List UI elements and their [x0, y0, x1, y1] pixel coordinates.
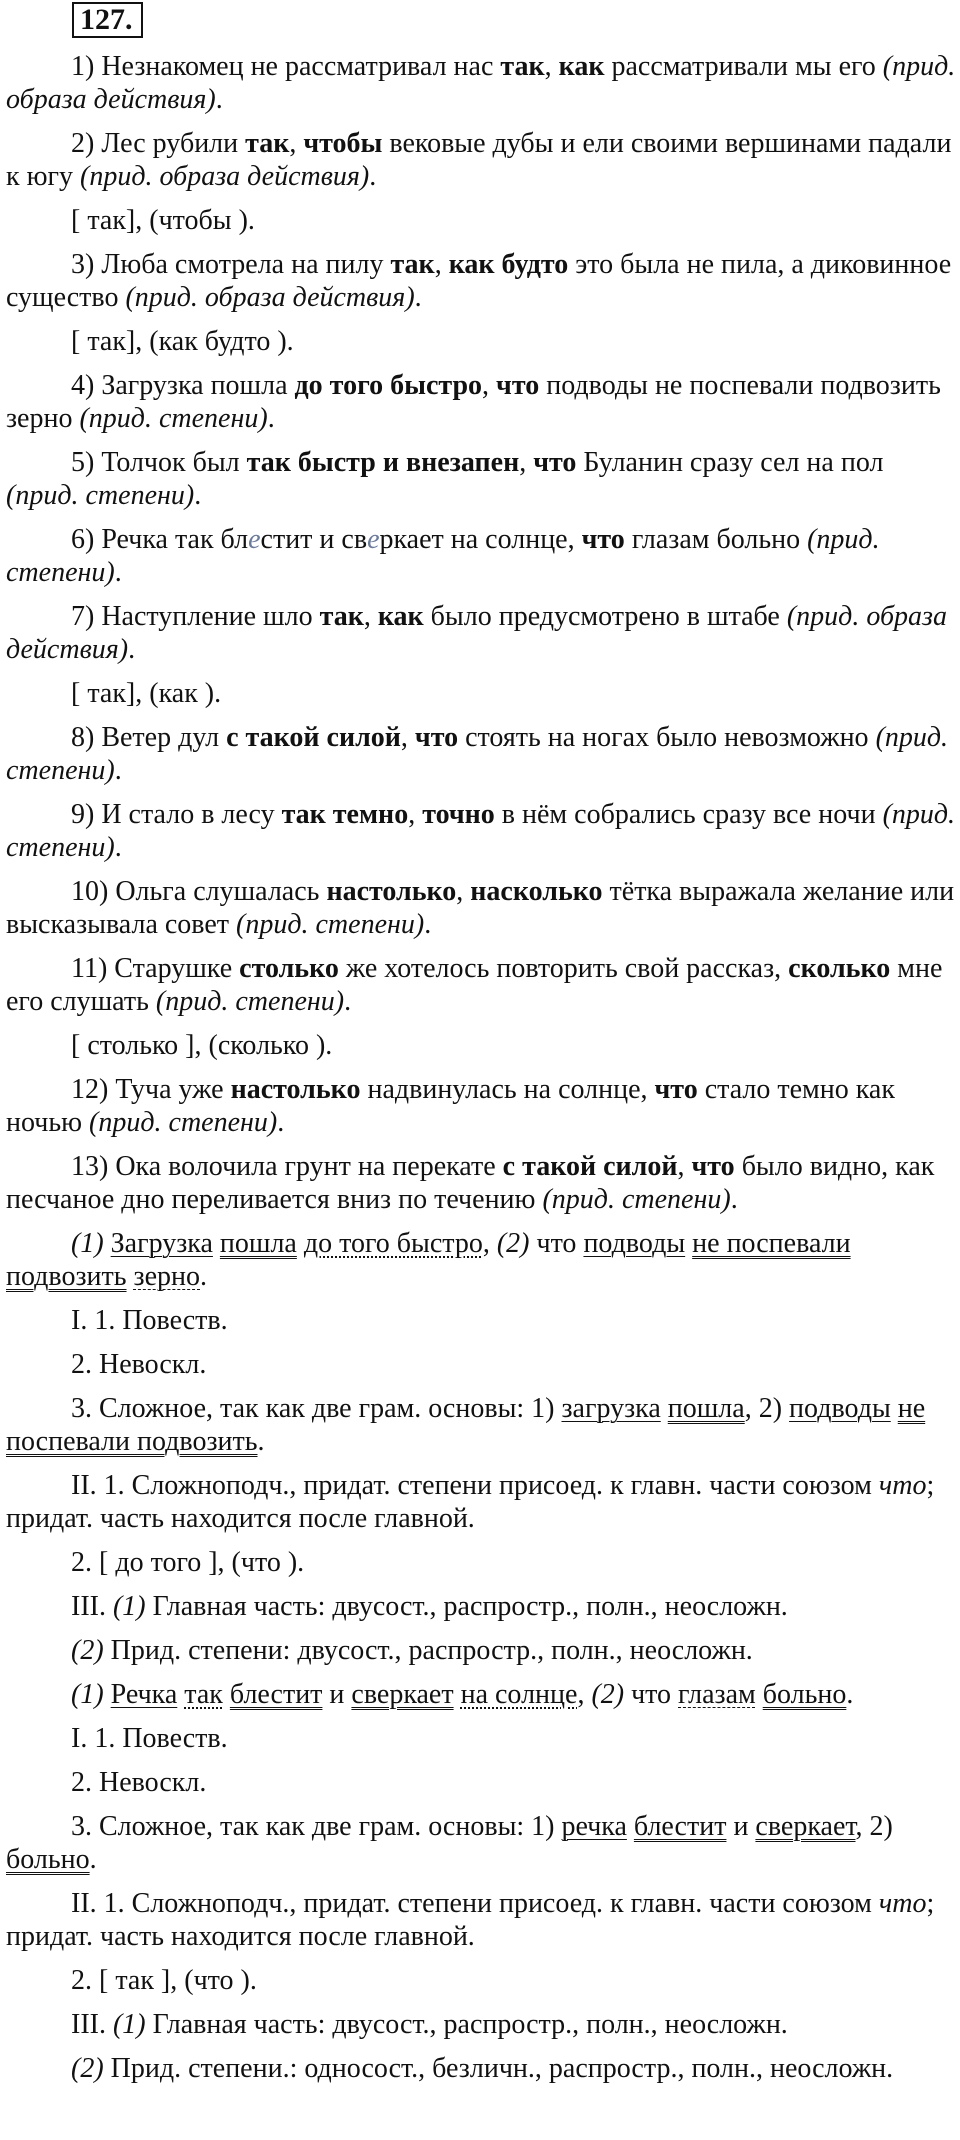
item-number: 13) [71, 1151, 109, 1182]
text: же хотелось повторить свой рассказ, [338, 953, 789, 984]
text: Главная часть: двусост., распростр., полн., неосложн. [145, 1591, 788, 1622]
item-number: 9) [71, 799, 95, 830]
text: . [194, 480, 202, 511]
clause-marker: (2) [71, 1635, 104, 1666]
text: . [114, 557, 122, 588]
text: стало темно как ночью [6, 1074, 895, 1138]
analysis-line: I. 1. Повеств. [71, 1305, 228, 1336]
text: ; придат. часть находится после главной. [6, 1470, 935, 1534]
text: Ветер дул [101, 722, 227, 753]
correlative-word: так темно [281, 799, 409, 830]
text: . [114, 832, 122, 863]
conjunction: как [377, 601, 424, 632]
text: II. 1. Сложноподч., придат. степени присоед. к главн. части союзом [71, 1888, 879, 1919]
text: глазам больно [624, 524, 808, 555]
text: Загрузка пошла [101, 370, 295, 401]
sentence-8 [6, 721, 956, 787]
text: , [577, 1679, 592, 1710]
text: Наступление шло [101, 601, 320, 632]
text: , [363, 601, 378, 632]
clause-marker: (2) [591, 1679, 625, 1710]
text: что [529, 1228, 584, 1259]
text: III. [71, 2009, 113, 2040]
item-number: 11) [71, 953, 108, 984]
clause-type-note: (прид. образа действия) [125, 282, 415, 313]
object: глазам [678, 1679, 756, 1710]
text: надвинулась на солнце, [360, 1074, 655, 1105]
text: Прид. степени: двусост., распростр., полн., неосложн. [103, 1635, 753, 1666]
sentence-6 [6, 523, 956, 589]
text: , [482, 370, 497, 401]
analysis-line [6, 1590, 956, 1623]
scheme-3: [ так], (как будто ). [71, 326, 294, 357]
correlative-word: так [245, 128, 290, 159]
correlative-word: с такой силой [226, 722, 401, 753]
text: Ока волочила грунт на перекате [115, 1151, 503, 1182]
predicate: подвозить [6, 1261, 127, 1292]
text: . [424, 909, 432, 940]
clause-type-note: (прид. степени) [6, 524, 880, 588]
text: Прид. степени.: односост., безличн., распростр., полн., неосложн. [103, 2053, 894, 2084]
sentence-9 [6, 798, 956, 864]
sentence-13 [6, 1150, 956, 1216]
object: зерно [133, 1261, 200, 1292]
text: 3. Сложное, так как две грам. основы: 1) [71, 1811, 562, 1842]
item-number: 1) [71, 51, 95, 82]
sentence-4 [6, 369, 956, 435]
correlative-word: так [500, 51, 545, 82]
text: , [456, 876, 471, 907]
text: рассматривали мы его [604, 51, 883, 82]
text: . [414, 282, 422, 313]
predicate: больно [762, 1679, 847, 1710]
text: и [726, 1811, 756, 1842]
analysis-line: 2. Невоскл. [71, 1767, 207, 1798]
sentence-11 [6, 952, 956, 1018]
subject: Загрузка [110, 1228, 213, 1259]
text: И стало в лесу [101, 799, 282, 830]
text: . [369, 161, 377, 192]
text: . [200, 1261, 207, 1292]
parsed-sentence-6 [6, 1678, 956, 1711]
stressed-letter: е [248, 524, 261, 555]
analysis-line: I. 1. Повеств. [71, 1723, 228, 1754]
clause-marker: (1) [71, 1228, 104, 1259]
text: . [277, 1107, 285, 1138]
sentence-12 [6, 1073, 956, 1139]
text: . [257, 1426, 265, 1457]
item-number: 4) [71, 370, 95, 401]
conjunction: что [496, 370, 540, 401]
text: , [434, 249, 449, 280]
stressed-letter: е [367, 524, 380, 555]
text: . [89, 1844, 97, 1875]
analysis-line [6, 1634, 956, 1667]
text: Толчок был [101, 447, 247, 478]
text: , [519, 447, 534, 478]
clause-type-note: (прид. образа действия) [6, 601, 947, 665]
conjunction: что [654, 1074, 698, 1105]
text: тётка выражала желание или высказывала совет [6, 876, 955, 940]
text: в нём собрались сразу все ночи [494, 799, 883, 830]
clause-type-note: (прид. образа действия) [6, 51, 956, 115]
conjunction: что [878, 1470, 927, 1501]
conjunction: как будто [448, 249, 569, 280]
conjunction: точно [422, 799, 495, 830]
analysis-line [6, 1810, 956, 1876]
text: ркает на солнце, [379, 524, 582, 555]
analysis-line [6, 1392, 956, 1458]
text: , [677, 1151, 692, 1182]
item-number: 10) [71, 876, 109, 907]
item-number: 2) [71, 128, 95, 159]
text: что [624, 1679, 679, 1710]
conjunction: как [558, 51, 605, 82]
clause-marker: (2) [496, 1228, 530, 1259]
text: . [730, 1184, 738, 1215]
predicate: пошла [219, 1228, 297, 1259]
subject: подводы [583, 1228, 686, 1259]
correlative-word: столько [239, 953, 339, 984]
text: мне его слушать [6, 953, 943, 1017]
text: , [482, 1228, 497, 1259]
predicate: не поспевали подвозить [6, 1393, 926, 1457]
clause-marker: (1) [71, 1679, 104, 1710]
clause-type-note: (прид. степени) [542, 1184, 731, 1215]
subject: подводы [789, 1393, 891, 1424]
predicate: блестит [229, 1679, 323, 1710]
clause-type-note: (прид. степени) [79, 403, 268, 434]
correlative-word: так [390, 249, 435, 280]
clause-type-note: (прид. степени) [6, 722, 949, 786]
sentence-7 [6, 600, 956, 666]
text: и [322, 1679, 352, 1710]
predicate: сверкает [755, 1811, 856, 1842]
sentence-3 [6, 248, 956, 314]
conjunction: что [691, 1151, 735, 1182]
clause-type-note: (прид. степени) [155, 986, 345, 1017]
subject: Речка [110, 1679, 178, 1710]
correlative-word: с такой силой [502, 1151, 678, 1182]
analysis-line [6, 2052, 956, 2085]
text: , [408, 799, 423, 830]
text: . [267, 403, 275, 434]
scheme-2: [ так], (чтобы ). [71, 205, 255, 236]
text: . [215, 84, 223, 115]
text: Лес рубили [101, 128, 246, 159]
text: ; придат. часть находится после главной. [6, 1888, 935, 1952]
text: было предусмотрено в штабе [423, 601, 787, 632]
adverbial: так [184, 1679, 223, 1710]
subject: загрузка [561, 1393, 661, 1424]
adverbial: на солнце [460, 1679, 578, 1710]
predicate: не поспевали [692, 1228, 851, 1259]
conjunction: что [878, 1888, 927, 1919]
text: это была не пила, а диковинное существо [6, 249, 952, 313]
item-number: 12) [71, 1074, 109, 1105]
clause-type-note: (прид. образа действия) [80, 161, 370, 192]
text: Люба смотрела на пилу [101, 249, 391, 280]
correlative-word: так быстр и внезапен [246, 447, 520, 478]
item-number: 3) [71, 249, 95, 280]
predicate: больно [6, 1844, 90, 1875]
item-number: 6) [71, 524, 95, 555]
correlative-word: так [319, 601, 364, 632]
item-number: 7) [71, 601, 95, 632]
item-number: 8) [71, 722, 95, 753]
analysis-line: 2. Невоскл. [71, 1349, 207, 1380]
text: . [114, 755, 122, 786]
scheme-11: [ столько ], (сколько ). [71, 1030, 333, 1061]
text: Ольга слушалась [115, 876, 327, 907]
sentence-2 [6, 127, 956, 193]
text: . [344, 986, 352, 1017]
text: II. 1. Сложноподч., придат. степени присоед. к главн. части союзом [71, 1470, 879, 1501]
analysis-line: 2. [ так ], (что ). [71, 1965, 257, 1996]
predicate: сверкает [351, 1679, 454, 1710]
predicate: пошла [667, 1393, 745, 1424]
sentence-10 [6, 875, 956, 941]
item-number: 5) [71, 447, 95, 478]
exercise-number: 127. [72, 2, 143, 38]
text: стит и св [260, 524, 368, 555]
clause-type-note: (прид. степени) [6, 480, 195, 511]
text: III. [71, 1591, 113, 1622]
text: Главная часть: двусост., распростр., полн., неосложн. [145, 2009, 788, 2040]
sentence-5 [6, 446, 956, 512]
analysis-line [6, 1887, 956, 1953]
clause-marker: (2) [71, 2053, 104, 2084]
clause-type-note: (прид. степени) [236, 909, 425, 940]
scheme-7: [ так], (как ). [71, 678, 222, 709]
analysis-line [6, 1469, 956, 1535]
analysis-line [6, 2008, 956, 2041]
text: 3. Сложное, так как две грам. основы: 1) [71, 1393, 562, 1424]
text: Буланин сразу сел на пол [576, 447, 884, 478]
text: , 2) [855, 1811, 893, 1842]
clause-marker: (1) [112, 1591, 146, 1622]
text: подводы не поспевали подвозить зерно [6, 370, 941, 434]
conjunction: что [533, 447, 577, 478]
text: , 2) [744, 1393, 790, 1424]
adverbial: до того быстро [303, 1228, 483, 1259]
text: стоять на ногах было невозможно [458, 722, 876, 753]
subject: речка [561, 1811, 627, 1842]
sentence-1 [6, 50, 956, 116]
text: . [128, 634, 136, 665]
clause-type-note: (прид. степени) [6, 799, 956, 863]
text: , [289, 128, 304, 159]
text: , [400, 722, 415, 753]
conjunction: насколько [470, 876, 603, 907]
text: было видно, как песчаное дно переливается вниз по течению [6, 1151, 935, 1215]
text: вековые дубы и ели своими вершинами падали к югу [6, 128, 952, 192]
exercise-body [6, 50, 956, 2096]
text: , [544, 51, 559, 82]
analysis-line: 2. [ до того ], (что ). [71, 1547, 305, 1578]
text: Незнакомец не рассматривал нас [101, 51, 501, 82]
text: Старушке [114, 953, 240, 984]
correlative-word: до того быстро [294, 370, 483, 401]
text: Речка так бл [101, 524, 249, 555]
conjunction: что [414, 722, 459, 753]
conjunction: чтобы [303, 128, 383, 159]
conjunction: что [581, 524, 625, 555]
clause-marker: (1) [112, 2009, 146, 2040]
parsed-sentence-4 [6, 1227, 956, 1293]
correlative-word: настолько [326, 876, 457, 907]
text: Туча уже [115, 1074, 231, 1105]
text: . [846, 1679, 854, 1710]
predicate: блестит [633, 1811, 727, 1842]
conjunction: сколько [788, 953, 891, 984]
clause-type-note: (прид. степени) [89, 1107, 278, 1138]
correlative-word: настолько [230, 1074, 361, 1105]
